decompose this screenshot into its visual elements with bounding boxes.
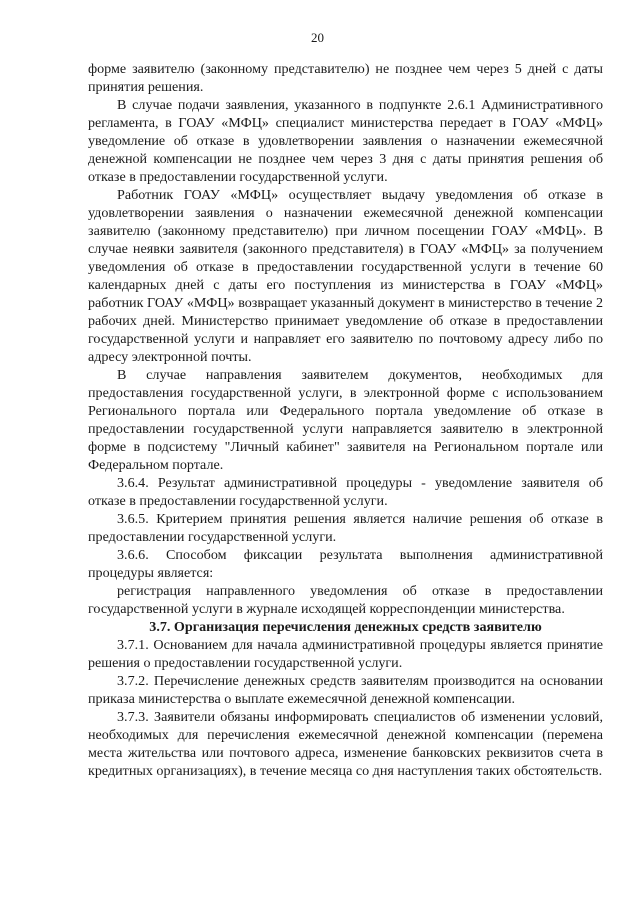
section-heading: 3.7. Организация перечисления денежных средств заявителю — [149, 619, 542, 635]
paragraph-text: 3.6.6. Способом фиксации результата выполнения административной процедуры является: — [88, 547, 603, 581]
paragraph-text: регистрация направленного уведомления об отказе в предоставлении государственной услуги в журнале исходящей корреспонденции министерства. — [88, 583, 603, 617]
paragraph-text: 3.6.4. Результат административной процедуры - уведомление заявителя об отказе в предоставлении государственной услуги. — [88, 475, 603, 509]
paragraph-text: 3.7.2. Перечисление денежных средств заявителям производится на основании приказа министерства о выплате ежемесячной денежной компенсации. — [88, 673, 603, 707]
paragraph-text: форме заявителю (законному представителю) не позднее чем через 5 дней с даты принятия решения. — [88, 61, 603, 95]
document-body — [88, 60, 603, 780]
page-number: 20 — [311, 30, 324, 45]
paragraph-text: В случае направления заявителем документов, необходимых для предоставления государственной услуги, в электронной форме с использованием Регионального портала или Федерального портала уведомление об отказе в предоставлении государственной услуги направляется заявителю в электронной форме в подсистему "Личный кабинет" заявителя на Региональном портале или Федеральном портале. — [88, 367, 603, 473]
paragraph-text: 3.7.3. Заявители обязаны информировать специалистов об изменении условий, необходимых для перечисления ежемесячной денежной компенсации (перемена места жительства или почтового адреса, изменение банковских реквизитов счета в кредитных организациях), в течение месяца со дня наступления таких обстоятельств. — [88, 709, 603, 779]
paragraph-text: 3.6.5. Критерием принятия решения является наличие решения об отказе в предоставлении государственной услуги. — [88, 511, 603, 545]
paragraph-text: Работник ГОАУ «МФЦ» осуществляет выдачу уведомления об отказе в удовлетворении заявления о назначении ежемесячной денежной компенсации заявителю (законному представителю) при личном посещении ГОАУ «МФЦ». В случае неявки заявителя (законного представителя) в ГОАУ «МФЦ» за получением уведомления об отказе в предоставлении государственной услуги в течение 60 календарных дней с даты его поступления из министерства в ГОАУ «МФЦ» работник ГОАУ «МФЦ» возвращает указанный документ в министерство в течение 2 рабочих дней. Министерство принимает уведомление об отказе в предоставлении государственной услуги и направляет его заявителю по почтовому адресу либо по адресу электронной почты. — [88, 187, 603, 365]
paragraph-text: В случае подачи заявления, указанного в подпункте 2.6.1 Административного регламента, в ГОАУ «МФЦ» специалист министерства передает в ГОАУ «МФЦ» уведомление об отказе в удовлетворении заявления о назначении ежемесячной денежной компенсации не позднее чем через 3 дня с даты принятия решения об отказе в предоставлении государственной услуги. — [88, 97, 603, 185]
paragraph-text: 3.7.1. Основанием для начала административной процедуры является принятие решения о предоставлении государственной услуги. — [88, 637, 603, 671]
